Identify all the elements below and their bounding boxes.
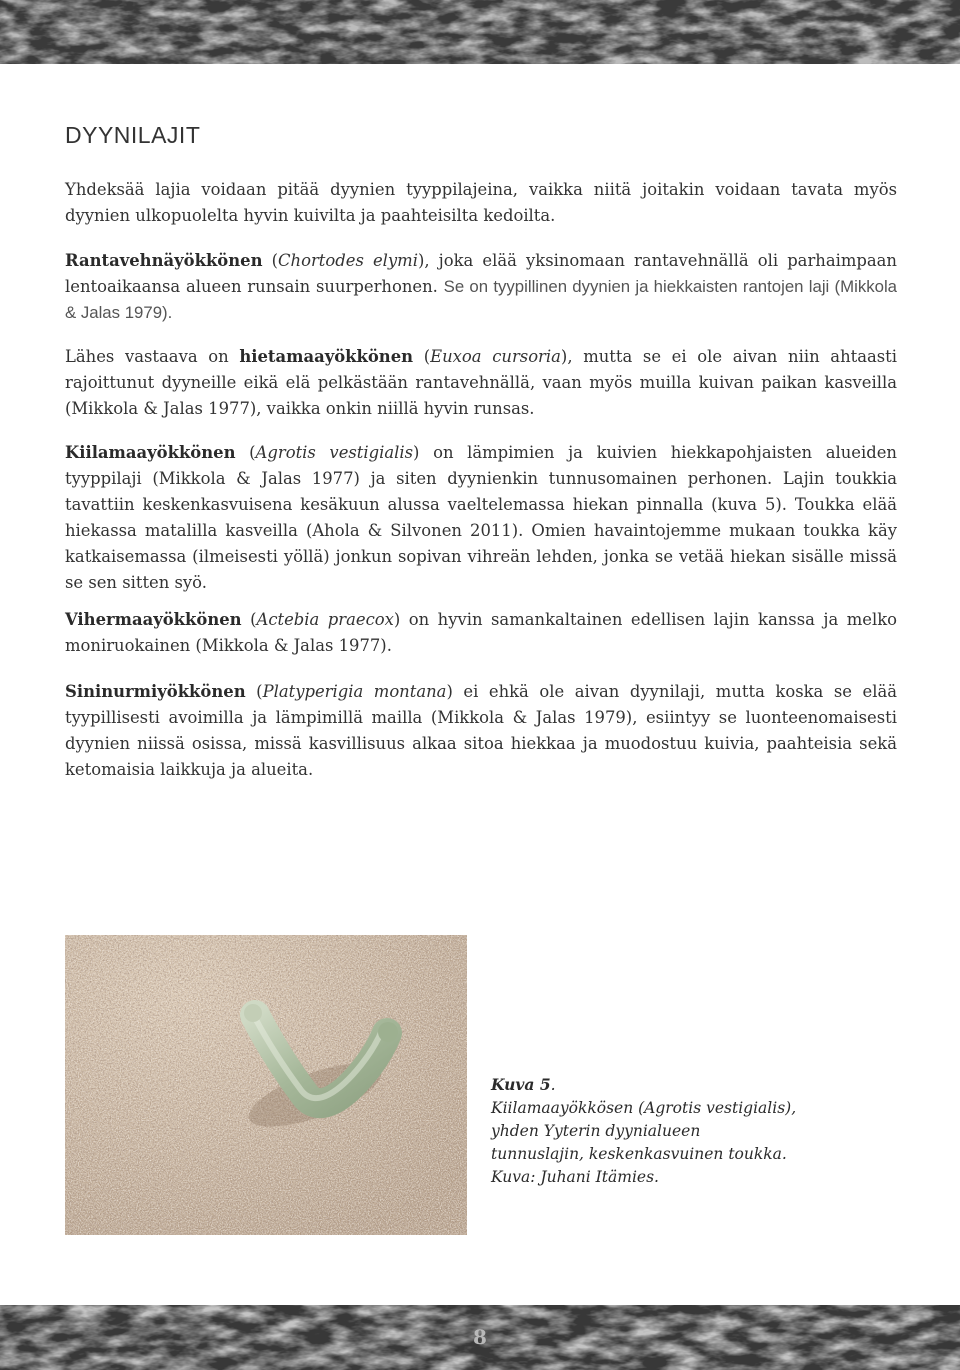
species-name: Kiilamaayökkönen bbox=[65, 443, 236, 462]
paragraph-vihermaayokkonen: Vihermaayökkönen (Actebia praecox) on hyvin samankaltainen edellisen lajin kanssa ja melko moniruokainen (Mikkola & Jalas 1977). bbox=[65, 610, 897, 655]
paragraph-hietamaayokkonen: Lähes vastaava on hietamaayökkönen (Euxoa cursoria), mutta se ei ole aivan niin ahtaasti rajoittunut dyyneille eikä elä pelkästään rantavehnällä, vaan myös muilla kuivan paikan kasveilla (Mikkola & Jalas 1977), vaikka onkin niillä hyvin runsas. bbox=[65, 347, 897, 418]
caption-line: tunnuslajin, keskenkasvuinen toukka. bbox=[491, 1145, 787, 1163]
species-name: Sininurmiyökkönen bbox=[65, 682, 246, 701]
species-name: Vihermaayökkönen bbox=[65, 610, 242, 629]
paragraph-sininurmiyokkonen: Sininurmiyökkönen (Platyperigia montana) ei ehkä ole aivan dyynilaji, mutta koska se elää tyypillisesti avoimilla ja lämpimillä mailla (Mikkola & Jalas 1979), esiintyy se luonteenomaisesti dyynien niissä osissa, missä kasvillisuus alkaa sitoa hiekkaa ja muodostuu kuivia, paahteisia sekä ketomaisia laikkuja ja alueita. bbox=[65, 682, 898, 779]
caption-line: Kiilamaayökkösen (Agrotis vestigialis), bbox=[491, 1099, 797, 1117]
caption-line: Kuva: Juhani Itämies. bbox=[491, 1168, 659, 1186]
latin-name: Platyperigia montana bbox=[262, 682, 447, 701]
caption-line: yhden Yyterin dyynialueen bbox=[491, 1122, 701, 1140]
caption-label-line: Kuva 5. bbox=[491, 1075, 556, 1094]
intro-text: Yhdeksää lajia voidaan pitää dyynien tyyppilajeina, vaikka niitä joitakin voidaan tavata myös dyynien ulkopuolelta hyvin kuivilta ja paahteisilta kedoilta. bbox=[65, 180, 897, 225]
latin-name: Agrotis vestigialis bbox=[255, 443, 414, 462]
page-number: 8 bbox=[473, 1325, 487, 1349]
figure-caption bbox=[491, 1073, 871, 1189]
latin-name: Actebia praecox bbox=[256, 610, 394, 629]
species-name: Rantavehnäyökkönen bbox=[65, 251, 263, 270]
larva-on-sand-image bbox=[65, 935, 467, 1235]
paragraph-kiilamaayokkonen: Kiilamaayökkönen (Agrotis vestigialis) on lämpimien ja kuivien hiekkapohjaisten alueiden tyyppilaji (Mikkola & Jalas 1977) ja siten dyynienkin tunnusomainen perhonen. Lajin toukkia tavattiin keskenkasvuisena kesäkuun alussa vaeltelemassa hiekan pinnalla (kuva 5). Toukka elää hiekassa matalilla kasveilla (Ahola & Silvonen 2011). Omien havaintojemme mukaan toukka käy katkaisemassa (ilmeisesti yöllä) jonkun sopivan vihreän lehden, jonka se vetää hiekan sisälle missä se sen sitten syö. bbox=[65, 443, 897, 592]
header-band bbox=[0, 0, 960, 64]
species-name: hietamaayökkönen bbox=[239, 347, 414, 366]
latin-name: Euxoa cursoria bbox=[430, 347, 561, 366]
page-title: DYYNILAJIT bbox=[65, 122, 201, 148]
rock-texture-top bbox=[0, 0, 960, 64]
paragraph-rantavehnayokkonen: Rantavehnäyökkönen (Chortodes elymi), joka elää yksinomaan rantavehnällä oli parhaimpaan lentoaikaansa alueen runsain suurperhonen. Se on tyypillinen dyynien ja hiekkaisten rantojen laji (Mikkola & Jalas 1979). bbox=[65, 251, 898, 322]
latin-name: Chortodes elymi bbox=[278, 251, 418, 270]
larva-photo bbox=[65, 935, 467, 1235]
intro-paragraph bbox=[65, 177, 897, 229]
caption-label: Kuva 5 bbox=[491, 1075, 551, 1094]
